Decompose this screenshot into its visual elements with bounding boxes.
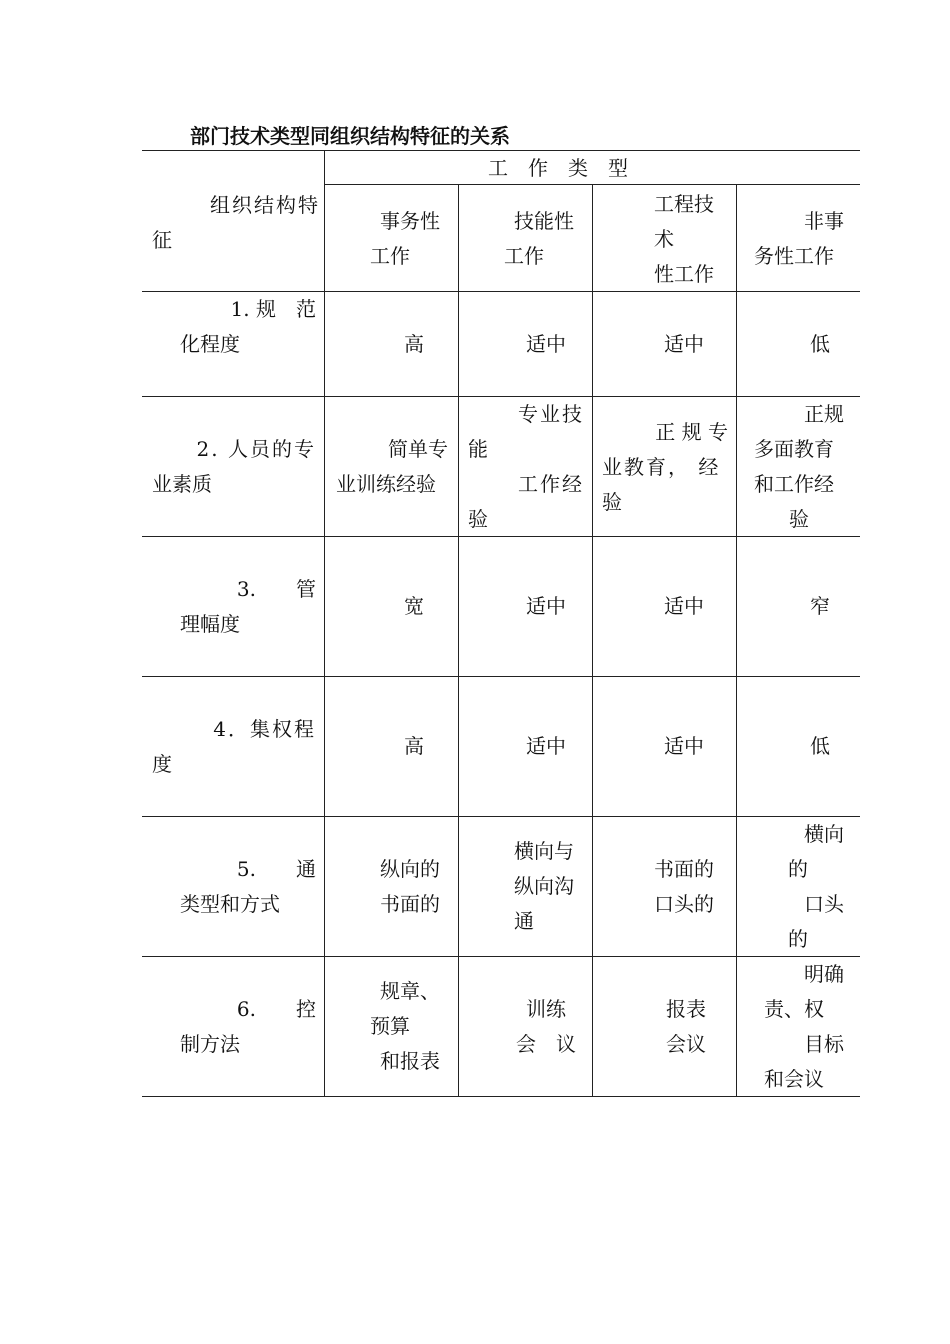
cell-line: 纵向沟 <box>514 874 574 898</box>
column-header-line: 工作 <box>370 244 410 268</box>
cell-line: 和会议 <box>764 1067 824 1091</box>
cell-line: 验 <box>468 507 488 531</box>
cell-line: 多面教育 <box>754 437 834 461</box>
cell-line: 和报表 <box>380 1049 440 1073</box>
cell-line: 验 <box>602 490 622 514</box>
table-rule-bottom <box>142 1096 860 1097</box>
cell-line: 书面的 <box>380 892 440 916</box>
table-rule-col3 <box>592 185 593 1096</box>
table-cell <box>602 415 728 520</box>
table-cell <box>336 432 448 502</box>
cell-line: 预算 <box>370 1014 410 1038</box>
feature-line: 业素质 <box>152 472 212 496</box>
column-header-skilled <box>504 204 574 274</box>
cell-line: 口头 <box>804 892 844 916</box>
row-header-label <box>152 188 320 258</box>
cell-line: 正 规 专 <box>655 420 728 444</box>
table-cell: 适中 <box>664 332 704 356</box>
table-cell: 低 <box>810 734 830 758</box>
column-header-line: 工程技 <box>654 192 714 216</box>
cell-line: 会 议 <box>516 1032 576 1056</box>
cell-line: 正规 <box>804 402 844 426</box>
column-header-line: 术 <box>654 227 674 251</box>
table-cell: 低 <box>810 332 830 356</box>
cell-line: 工作经 <box>518 472 584 496</box>
table-cell <box>666 992 706 1062</box>
cell-line: 书面的 <box>654 857 714 881</box>
table-cell <box>380 852 440 922</box>
table-cell: 适中 <box>664 594 704 618</box>
feature-line: 制方法 <box>180 1032 240 1056</box>
cell-line: 报表 <box>666 997 706 1021</box>
table-rule-col1 <box>324 150 325 1096</box>
cell-line: 能 <box>468 437 488 461</box>
cell-line: 会议 <box>666 1032 706 1056</box>
feature-line: 理幅度 <box>180 612 240 636</box>
feature-line: 3. 管 <box>236 577 316 601</box>
column-header-engineering <box>654 187 714 292</box>
feature-span-of-control <box>180 572 316 642</box>
table-cell <box>514 834 574 939</box>
feature-line: 5. 通 <box>236 857 316 881</box>
table-cell <box>754 817 844 957</box>
cell-line: 训练 <box>526 997 566 1021</box>
feature-control-methods <box>180 992 316 1062</box>
cell-line: 明确 <box>804 962 844 986</box>
table-cell <box>754 397 844 537</box>
feature-line: 6. 控 <box>236 997 316 1021</box>
cell-line: 的 <box>788 857 808 881</box>
cell-line: 通 <box>514 909 534 933</box>
feature-line: 2. 人员的专 <box>196 437 316 461</box>
cell-line: 验 <box>789 507 809 531</box>
table-cell <box>516 992 576 1062</box>
table-cell <box>654 852 714 922</box>
table-cell <box>764 957 844 1097</box>
feature-centralization <box>152 712 316 782</box>
table-cell: 高 <box>404 734 424 758</box>
cell-line: 口头的 <box>654 892 714 916</box>
column-header-line: 务性工作 <box>754 244 834 268</box>
column-header-line: 事务性 <box>380 209 440 233</box>
column-header-nonroutine <box>754 204 844 274</box>
table-cell: 适中 <box>664 734 704 758</box>
row-header-line: 组织结构特 <box>210 193 320 217</box>
cell-line: 专业技 <box>518 402 584 426</box>
work-type-group-header: 工 作 类 型 <box>488 156 628 180</box>
table-cell: 宽 <box>404 594 424 618</box>
table-cell: 适中 <box>526 594 566 618</box>
table-cell <box>468 397 584 537</box>
row-header-line: 征 <box>152 228 172 252</box>
feature-line: 4．集权程 <box>213 717 316 741</box>
column-header-clerical <box>370 204 440 274</box>
feature-communication <box>180 852 316 922</box>
table-cell: 适中 <box>526 734 566 758</box>
table-cell <box>370 974 440 1079</box>
column-header-line: 工作 <box>504 244 544 268</box>
cell-line: 业教育， 经 <box>602 455 721 479</box>
feature-line: 1. 规 范 <box>230 297 316 321</box>
feature-formalization <box>180 292 316 362</box>
cell-line: 纵向的 <box>380 857 440 881</box>
table-rule-row5 <box>142 956 860 957</box>
column-header-line: 性工作 <box>654 262 714 286</box>
document-title: 部门技术类型同组织结构特征的关系 <box>190 124 510 148</box>
cell-line: 的 <box>788 927 808 951</box>
cell-line: 目标 <box>804 1032 844 1056</box>
cell-line: 业训练经验 <box>336 472 436 496</box>
feature-personnel-professionalism <box>152 432 316 502</box>
cell-line: 责、权 <box>764 997 824 1021</box>
table-cell: 适中 <box>526 332 566 356</box>
column-header-line: 技能性 <box>514 209 574 233</box>
feature-line: 度 <box>152 752 172 776</box>
column-header-line: 非事 <box>804 209 844 233</box>
table-rule-col4 <box>736 185 737 1096</box>
table-rule-row4 <box>142 816 860 817</box>
cell-line: 横向 <box>804 822 844 846</box>
cell-line: 规章、 <box>380 979 440 1003</box>
feature-line: 类型和方式 <box>180 892 280 916</box>
table-rule-col2 <box>458 185 459 1096</box>
feature-line: 化程度 <box>180 332 240 356</box>
cell-line: 和工作经 <box>754 472 834 496</box>
table-cell: 窄 <box>810 594 830 618</box>
cell-line: 横向与 <box>514 839 574 863</box>
table-cell: 高 <box>404 332 424 356</box>
cell-line: 简单专 <box>388 437 448 461</box>
table-rule-row3 <box>142 676 860 677</box>
